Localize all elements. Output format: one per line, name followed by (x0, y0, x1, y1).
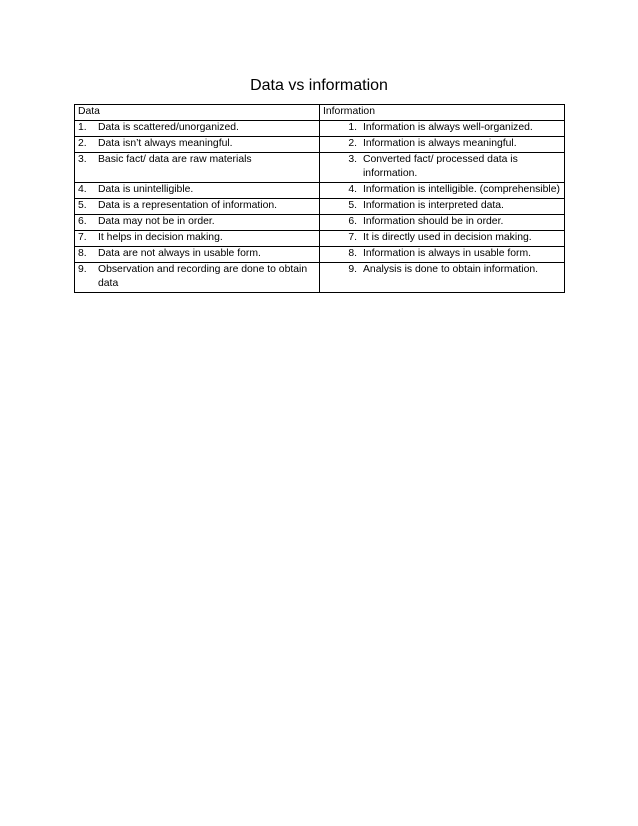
information-cell (320, 215, 565, 231)
table-row (75, 153, 565, 183)
page-title: Data vs information (250, 77, 388, 94)
data-item-text: Basic fact/ data are raw materials (98, 154, 252, 165)
information-item-number: 5. (348, 200, 357, 211)
information-item-text: Information is intelligible. (comprehensible) (363, 184, 560, 195)
data-cell (75, 215, 320, 231)
information-cell (320, 137, 565, 153)
table-row (75, 137, 565, 153)
information-cell (320, 121, 565, 137)
data-item-number: 1. (78, 122, 87, 133)
table-header-row (75, 105, 565, 121)
data-cell (75, 263, 320, 293)
table-row (75, 199, 565, 215)
data-item-number: 4. (78, 184, 87, 195)
data-item-number: 3. (78, 154, 87, 165)
data-item-text: Data may not be in order. (98, 216, 215, 227)
data-item-text: Data isn’t always meaningful. (98, 138, 233, 149)
data-item-text: It helps in decision making. (98, 232, 223, 243)
information-cell (320, 153, 565, 183)
information-item-number: 6. (348, 216, 357, 227)
information-cell (320, 231, 565, 247)
information-item-number: 9. (348, 264, 357, 275)
data-item-number: 9. (78, 264, 87, 275)
information-cell (320, 199, 565, 215)
information-item-text: Information is always well-organized. (363, 122, 533, 133)
information-item-text: Information is always meaningful. (363, 138, 517, 149)
table-row (75, 121, 565, 137)
information-item-text: It is directly used in decision making. (363, 232, 532, 243)
table-row (75, 231, 565, 247)
data-item-text: Observation and recording are done to obtain data (98, 264, 308, 289)
data-item-text: Data is scattered/unorganized. (98, 122, 239, 133)
table-row (75, 247, 565, 263)
information-item-text: Information is interpreted data. (363, 200, 504, 211)
information-item-text: Analysis is done to obtain information. (363, 264, 539, 275)
data-item-text: Data are not always in usable form. (98, 248, 261, 259)
data-item-number: 5. (78, 200, 87, 211)
information-item-text: Information is always in usable form. (363, 248, 532, 259)
data-cell (75, 137, 320, 153)
data-item-number: 7. (78, 232, 87, 243)
data-cell (75, 231, 320, 247)
information-item-text: Information should be in order. (363, 216, 504, 227)
information-item-number: 4. (348, 184, 357, 195)
data-cell (75, 183, 320, 199)
data-item-number: 8. (78, 248, 87, 259)
information-item-text: Converted fact/ processed data is information. (363, 154, 518, 179)
data-cell (75, 153, 320, 183)
data-cell (75, 247, 320, 263)
information-item-number: 8. (348, 248, 357, 259)
table-row (75, 215, 565, 231)
data-item-text: Data is a representation of information. (98, 200, 278, 211)
information-cell (320, 183, 565, 199)
information-cell (320, 263, 565, 293)
table-row (75, 183, 565, 199)
comparison-table (74, 104, 565, 293)
data-item-number: 6. (78, 216, 87, 227)
data-item-text: Data is unintelligible. (98, 184, 194, 195)
information-item-number: 1. (348, 122, 357, 133)
data-cell (75, 121, 320, 137)
data-cell (75, 199, 320, 215)
table-row (75, 263, 565, 293)
column-header-information: Information (320, 105, 565, 121)
data-item-number: 2. (78, 138, 87, 149)
information-item-number: 7. (348, 232, 357, 243)
information-cell (320, 247, 565, 263)
information-item-number: 2. (348, 138, 357, 149)
column-header-data: Data (75, 105, 320, 121)
information-item-number: 3. (348, 154, 357, 165)
